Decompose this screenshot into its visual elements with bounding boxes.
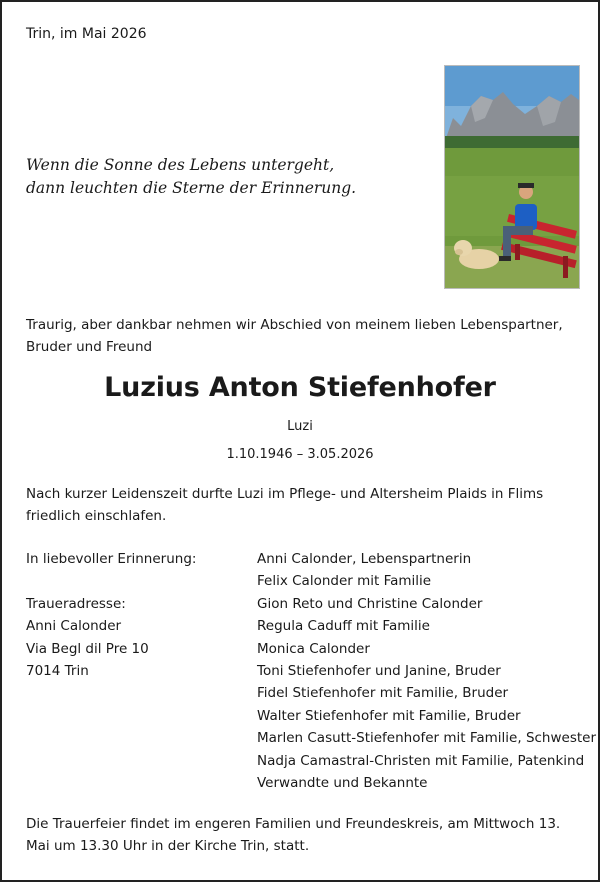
passing-details: Nach kurzer Leidenszeit durfte Luzi im Pflege- und Altersheim Plaids in Flims friedlich einschlafen. (26, 486, 544, 524)
mourner-entry: Regula Caduff mit Familie (257, 618, 430, 635)
mourner-entry: Marlen Casutt-Stiefenhofer mit Familie, Schwester (257, 730, 597, 747)
portrait-photo (444, 65, 580, 289)
mourner-entry: Verwandte und Bekannte (257, 774, 428, 791)
quote-line-1: Wenn die Sonne des Lebens untergeht, (26, 156, 335, 174)
deceased-nickname: Luzi (287, 419, 313, 434)
memory-label: In liebevoller Erinnerung: (26, 551, 197, 567)
intro-text: Traurig, aber dankbar nehmen wir Abschied von meinem lieben Lebenspartner, Bruder und Freund (26, 317, 563, 355)
mourner-entry: Toni Stiefenhofer und Janine, Bruder (257, 662, 501, 679)
memorial-quote (26, 154, 426, 200)
life-dates: 1.10.1946 – 3.05.2026 (226, 447, 374, 462)
mourners-list (257, 548, 597, 794)
quote-line-2: dann leuchten die Sterne der Erinnerung. (26, 179, 357, 197)
place-date: Trin, im Mai 2026 (26, 26, 147, 42)
address-street: Via Begl dil Pre 10 (26, 640, 149, 657)
mourner-entry: Walter Stiefenhofer mit Familie, Bruder (257, 707, 521, 724)
address-city: 7014 Trin (26, 662, 89, 679)
address-label: Traueradresse: (26, 595, 126, 612)
mourner-entry: Nadja Camastral-Christen mit Familie, Patenkind (257, 752, 585, 769)
deceased-name: Luzius Anton Stiefenhofer (104, 372, 496, 403)
address-name: Anni Calonder (26, 618, 122, 635)
mourner-entry: Felix Calonder mit Familie (257, 573, 432, 590)
mourner-entry: Fidel Stiefenhofer mit Familie, Bruder (257, 685, 509, 702)
mourner-entry: Monica Calonder (257, 640, 370, 657)
mourner-entry: Gion Reto und Christine Calonder (257, 595, 483, 612)
left-column (26, 548, 246, 682)
funeral-service-info: Die Trauerfeier findet im engeren Familien und Freundeskreis, am Mittwoch 13. Mai um 13.30 Uhr in der Kirche Trin, statt. (26, 816, 561, 854)
mourner-entry: Anni Calonder, Lebenspartnerin (257, 551, 472, 567)
